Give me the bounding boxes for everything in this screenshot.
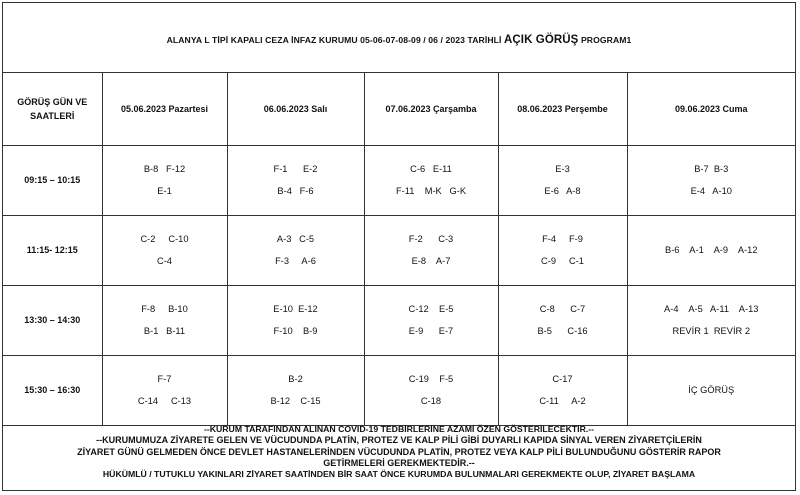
title-highlight: AÇIK GÖRÜŞ xyxy=(503,34,579,46)
cell-line: E-9 E-7 xyxy=(408,326,454,336)
cell-slot4-monday xyxy=(102,355,227,425)
cell-line: B-7 B-3 xyxy=(694,164,729,174)
cell-line: F-11 M-K G-K xyxy=(395,186,467,196)
cell-line: F-1 E-2 xyxy=(273,164,318,174)
title-row xyxy=(3,3,795,73)
cell-line: C-12 E-5 xyxy=(408,304,454,314)
cell-line: F-8 B-10 xyxy=(141,304,188,314)
cell-line: C-2 C-10 xyxy=(140,234,189,244)
time-slot-2: 11:15- 12:15 xyxy=(3,215,102,285)
time-column-header-line2: SAATLERİ xyxy=(30,110,75,121)
cell-line: A-4 A-5 A-11 A-13 xyxy=(664,304,759,314)
cell-line: B-6 A-1 A-9 A-12 xyxy=(665,245,758,255)
cell-slot3-friday xyxy=(627,285,795,355)
footer-line-5: HÜKÜMLÜ / TUTUKLU YAKINLARI ZİYARET SAATİNDEN BİR SAAT ÖNCE KURUMDA BULUNMALARI GEREKMEKTE OLUP, ZİYARET BAŞLAMA xyxy=(102,469,696,480)
footer-line-3: ZİYARET GÜNÜ GELMEDEN ÖNCE DEVLET HASTANELERİNDEN VÜCUDUNDA PLATİN, PROTEZ VEYA KALP PİLİ BULUNDUĞUNU GÖSTERİR RAPOR xyxy=(77,446,721,457)
slot-row-3 xyxy=(3,285,795,355)
cell-line: C-14 C-13 xyxy=(137,396,192,406)
page-title xyxy=(3,34,795,46)
header-row xyxy=(3,73,795,145)
cell-slot4-tuesday xyxy=(227,355,364,425)
cell-line: F-4 F-9 xyxy=(542,234,583,244)
cell-line: B-2 xyxy=(288,374,303,384)
cell-line: B-5 C-16 xyxy=(537,326,588,336)
slot-row-1 xyxy=(3,145,795,215)
cell-slot1-wednesday xyxy=(364,145,498,215)
cell-slot1-monday xyxy=(102,145,227,215)
cell-line: B-12 C-15 xyxy=(270,396,321,406)
cell-slot1-friday xyxy=(627,145,795,215)
cell-slot3-tuesday xyxy=(227,285,364,355)
cell-line: İÇ GÖRÜŞ xyxy=(688,385,735,395)
cell-slot4-thursday xyxy=(498,355,627,425)
cell-line: C-17 xyxy=(552,374,573,384)
cell-slot1-thursday xyxy=(498,145,627,215)
cell-slot3-thursday xyxy=(498,285,627,355)
cell-line: A-3 C-5 xyxy=(276,234,315,244)
title-suffix: PROGRAM1 xyxy=(580,35,632,45)
cell-slot1-tuesday xyxy=(227,145,364,215)
footer-line-2: --KURUMUMUZA ZİYARETE GELEN VE VÜCUDUNDA PLATİN, PROTEZ VE KALP PİLİ GİBİ DUYARLI KAPIDA SİNYAL VEREN ZİYARETÇİLERİN xyxy=(96,435,702,446)
footer-notes xyxy=(3,424,795,490)
cell-line: C-19 F-5 xyxy=(408,374,454,384)
cell-line: B-4 F-6 xyxy=(277,186,314,196)
cell-line: E-1 xyxy=(157,186,172,196)
cell-line: B-8 F-12 xyxy=(143,164,186,174)
schedule-table xyxy=(3,73,795,426)
day-header-wednesday: 07.06.2023 Çarşamba xyxy=(364,73,498,145)
cell-line: F-2 C-3 xyxy=(408,234,454,244)
cell-line: E-10 E-12 xyxy=(273,304,318,314)
cell-line: C-11 A-2 xyxy=(539,396,586,406)
cell-slot3-monday xyxy=(102,285,227,355)
cell-slot2-wednesday xyxy=(364,215,498,285)
day-header-thursday: 08.06.2023 Perşembe xyxy=(498,73,627,145)
footer-line-4: GETİRMELERİ GEREKMEKTEDİR.-- xyxy=(323,457,475,468)
cell-slot3-wednesday xyxy=(364,285,498,355)
cell-line: C-9 C-1 xyxy=(541,256,584,266)
cell-line: F-7 xyxy=(157,374,172,384)
cell-line: B-1 B-11 xyxy=(143,326,186,336)
cell-line: E-8 A-7 xyxy=(411,256,451,266)
cell-line: C-18 xyxy=(420,396,442,406)
cell-slot2-friday xyxy=(627,215,795,285)
day-header-monday: 05.06.2023 Pazartesi xyxy=(102,73,227,145)
cell-slot2-monday xyxy=(102,215,227,285)
visit-schedule-sheet xyxy=(2,2,796,491)
time-slot-3: 13:30 – 14:30 xyxy=(3,285,102,355)
cell-slot4-friday xyxy=(627,355,795,425)
cell-slot2-thursday xyxy=(498,215,627,285)
footer-line-1: --KURUM TARAFINDAN ALINAN COVID-19 TEDBİRLERİNE AZAMİ ÖZEN GÖSTERİLECEKTİR.-- xyxy=(203,424,595,434)
cell-line: F-3 A-6 xyxy=(275,256,316,266)
cell-line: C-8 C-7 xyxy=(539,304,586,314)
time-slot-1: 09:15 – 10:15 xyxy=(3,145,102,215)
time-column-header xyxy=(3,73,102,145)
title-prefix: ALANYA L TİPİ KAPALI CEZA İNFAZ KURUMU 05-06-07-08-09 / 06 / 2023 TARİHLİ xyxy=(166,35,502,45)
cell-line: F-10 B-9 xyxy=(273,326,318,336)
time-column-header-line1: GÖRÜŞ GÜN VE xyxy=(17,96,88,107)
slot-row-4 xyxy=(3,355,795,425)
cell-line: C-4 xyxy=(157,256,172,266)
day-header-tuesday: 06.06.2023 Salı xyxy=(227,73,364,145)
cell-line: E-4 A-10 xyxy=(690,186,732,196)
time-slot-4: 15:30 – 16:30 xyxy=(3,355,102,425)
day-header-friday: 09.06.2023 Cuma xyxy=(627,73,795,145)
cell-slot4-wednesday xyxy=(364,355,498,425)
cell-line: REVİR 1 REVİR 2 xyxy=(672,326,750,336)
slot-row-2 xyxy=(3,215,795,285)
cell-slot2-tuesday xyxy=(227,215,364,285)
cell-line: C-6 E-11 xyxy=(410,164,452,174)
cell-line: E-3 xyxy=(555,164,570,174)
cell-line: E-6 A-8 xyxy=(544,186,581,196)
